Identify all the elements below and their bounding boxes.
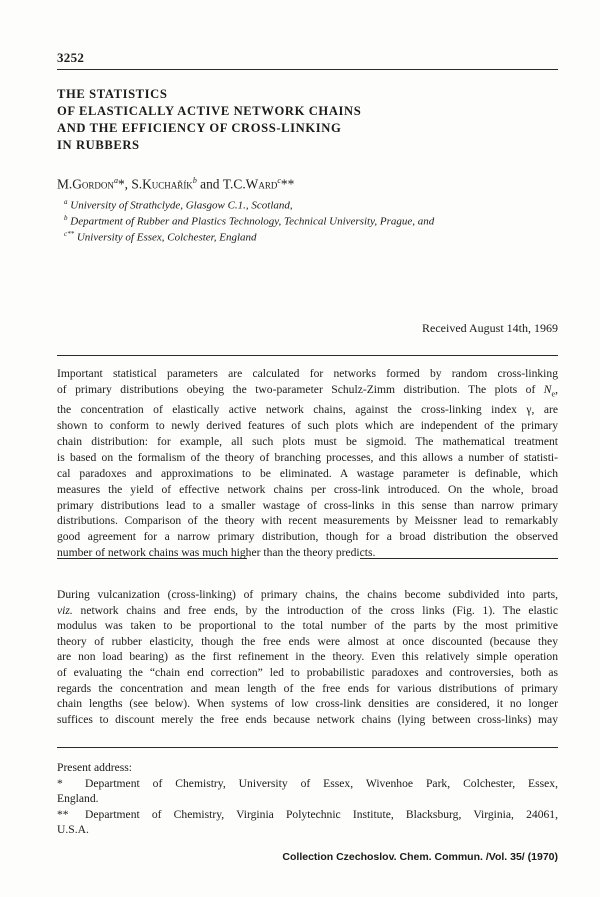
title-line: IN RUBBERS — [57, 138, 140, 152]
affiliation — [64, 214, 434, 228]
abstract-line: the concentration of elastically active network chains, against the cross-linking index γ, are — [57, 403, 558, 417]
affiliation-text: University of Strathclyde, Glasgow C.1., Scotland, — [70, 199, 293, 212]
affiliation-sup: b — [64, 214, 68, 222]
footnote-item — [57, 807, 558, 823]
affiliation-text: Department of Rubber and Plastics Technology, Technical University, Prague, and — [70, 215, 435, 228]
header-rule — [57, 69, 558, 70]
abstract-line: distributions. Comparison of the theory with recent measurements by Meissner lead to remarkably — [57, 514, 558, 528]
body-line: During vulcanization (cross-linking) of primary chains, the chains become subdivided into parts, — [57, 588, 558, 601]
abstract-line: number of network chains was much higher than the theory predicts. — [57, 546, 376, 560]
subscript-e: e — [551, 389, 556, 399]
footnote-heading: Present address: — [57, 761, 133, 774]
abstract-line: chain distribution: for example, all such plots must be sigmoid. The mathematical treatment — [57, 434, 558, 448]
author-sup: b — [192, 176, 197, 185]
abstract-line: measures the yield of effective network chains per cross-link introduced. On the whole, broad — [57, 482, 558, 496]
title-line: AND THE EFFICIENCY OF CROSS-LINKING — [57, 121, 342, 135]
author-line — [57, 176, 294, 192]
body-line: theory of rubber elasticity, though the free ends were almost at once discounted (because they — [57, 634, 558, 648]
author-mark: ** — [280, 176, 295, 192]
body-text — [57, 587, 558, 727]
abstract-line-comma: , — [555, 382, 558, 396]
author-sup: a — [113, 176, 118, 185]
body-line: are non load bearing) as the first refinement in the theory. Even this relatively simple operation — [57, 650, 558, 664]
author-kucharik: S.Kuchařík — [131, 176, 193, 192]
abstract-bottom-rule-right — [360, 558, 558, 559]
abstract-top-rule — [57, 355, 558, 356]
title-line: OF ELASTICALLY ACTIVE NETWORK CHAINS — [57, 104, 362, 118]
abstract-line-text: of primary distributions obeying the two-parameter Schulz-Zimm distribution. The plots of N — [57, 382, 552, 396]
abstract-line: primary distributions lead to a smaller wastage of cross-links in this sense than narrow primary — [57, 498, 558, 512]
article-title — [57, 86, 361, 154]
footnote-text: Department of Chemistry, Virginia Polytechnic Institute, Blacksburg, Virginia, 24061, — [85, 807, 558, 821]
abstract-line: good agreement for a narrow primary distribution, though for a broad distribution the observed — [57, 530, 558, 544]
body-line: viz. network chains and free ends, by the introduction of the cross links (Fig. 1). The elastic — [57, 603, 558, 617]
footnote-rule — [57, 747, 558, 748]
footnote — [57, 760, 558, 838]
symbol-n: N — [543, 382, 552, 396]
journal-footer: Collection Czechoslov. Chem. Commun. /Vol. 35/ (1970) — [282, 851, 558, 863]
abstract-line: Important statistical parameters are calculated for networks formed by random cross-linking — [57, 367, 558, 380]
footnote-continuation: England. — [57, 792, 99, 805]
abstract-line: is based on the formalism of the theory of branching processes, and this allows a number of statisti- — [57, 450, 558, 464]
author-sup: c — [277, 176, 281, 185]
footnote-item — [57, 776, 558, 792]
affiliation-sup: a — [64, 198, 68, 206]
author-mark: *, — [117, 176, 128, 192]
body-line: chain lengths (see below). When systems of low cross-link densities are considered, it no longer — [57, 697, 558, 711]
footnote-mark: * — [57, 776, 63, 790]
page-number: 3252 — [57, 50, 85, 65]
footnote-continuation: U.S.A. — [57, 823, 89, 836]
abstract — [57, 366, 558, 561]
affiliation-sup: c** — [64, 230, 75, 238]
author-gordon: M.Gordon — [57, 176, 114, 192]
body-line: of evaluating the “chain end correction” led to probabilistic paradoxes and controversies, both as — [57, 665, 558, 679]
author-and: and — [200, 176, 220, 192]
body-line: suffices to discount merely the free ends because network chains (lying between cross-links) may — [57, 712, 558, 726]
received-date: Received August 14th, 1969 — [422, 321, 558, 335]
affiliation — [64, 230, 257, 244]
title-line: THE STATISTICS — [57, 87, 168, 101]
affiliation — [64, 198, 293, 212]
viz-italic: viz. — [57, 603, 73, 617]
body-line: modulus was taken to be proportional to the total number of the parts by the most primitive — [57, 619, 558, 633]
abstract-bottom-rule-left — [57, 558, 247, 559]
author-ward: T.C.Ward — [222, 176, 278, 192]
affiliation-text: University of Essex, Colchester, England — [76, 231, 257, 244]
body-line: regards the concentration and mean length of the free ends for various distributions of primary — [57, 681, 558, 695]
abstract-line: shown to conform to newly derived features of such plots which are independent of the primary — [57, 419, 558, 433]
abstract-line: cal paradoxes and approximations to be eliminated. A wastage parameter is definable, which — [57, 466, 558, 480]
footnote-mark: ** — [57, 807, 69, 821]
footnote-text: Department of Chemistry, University of Essex, Wivenhoe Park, Colchester, Essex, — [85, 776, 558, 790]
abstract-line — [57, 382, 558, 402]
